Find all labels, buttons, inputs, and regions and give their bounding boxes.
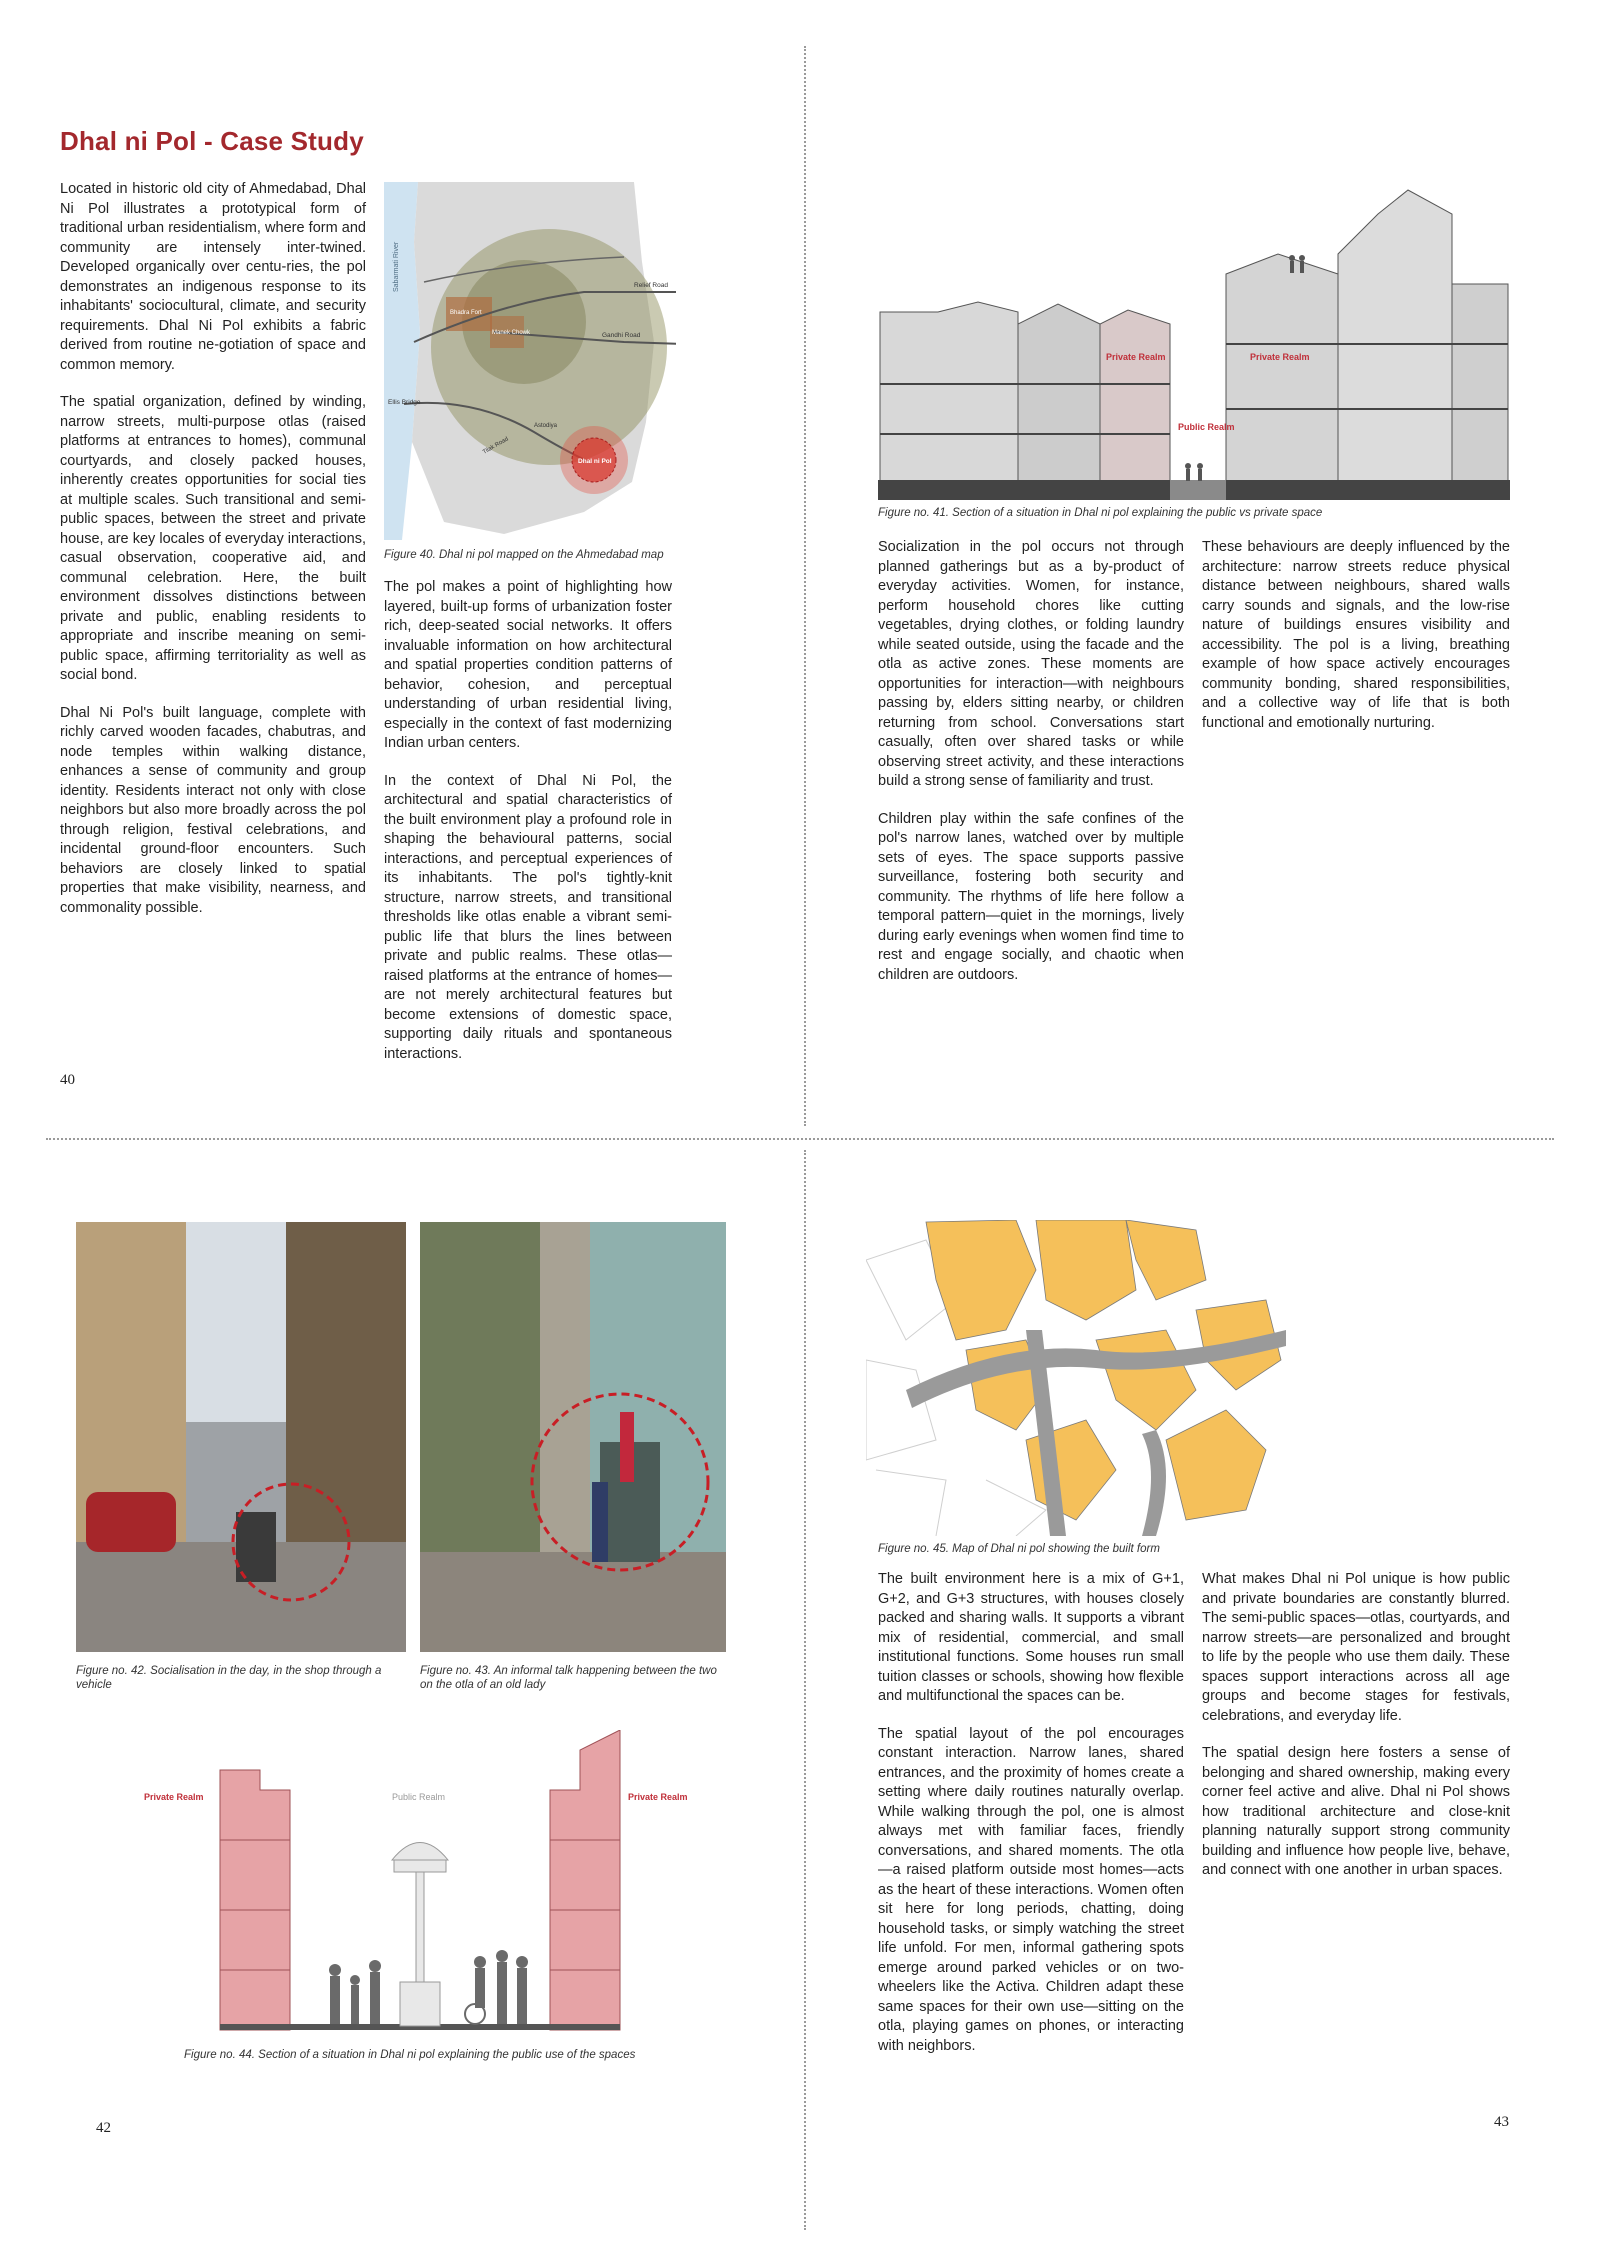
label-public-realm: Public Realm (1178, 422, 1235, 432)
map-label-bridge: Ellis Bridge (388, 399, 421, 406)
figure-44-caption: Figure no. 44. Section of a situation in Dhal ni pol explaining the public use of the spaces (184, 2049, 636, 2061)
page-title: Dhal ni Pol - Case Study (60, 126, 364, 156)
built-form-map-figure-45 (866, 1220, 1286, 1536)
paragraph: Children play within the safe confines of the pol's narrow lanes, watched over by multiple sets of eyes. The space supports passive surveillance, fostering both security and community. The rhythms of life here follow a temporal pattern—quiet in the mornings, lively during early evenings when women find time to rest and engage socially, and chaotic when children are outdoors. (878, 810, 1184, 983)
page41-column-right (1202, 538, 1510, 751)
label-private-realm-1: Private Realm (1106, 352, 1166, 362)
page40-column-left (60, 180, 366, 936)
map-label-tilak: Tilak Road (482, 436, 510, 456)
page-divider-vertical-bottom (804, 1150, 806, 2230)
paragraph: What makes Dhal ni Pol unique is how public and private boundaries are constantly blurred. The semi-public spaces—otlas, courtyards, and narrow streets—are personalized and brought to life by the people who use them daily. These spaces support interactions across all age groups and become stages for festivals, celebrations, and everyday life. (1202, 1571, 1510, 1724)
section-drawing-figure-41 (878, 184, 1510, 500)
paragraph: The spatial layout of the pol encourages constant interaction. Narrow lanes, shared entrances, and the proximity of homes create a setting where daily routines naturally overlap. While walking through the pol, one is almost always met with familiar faces, friendly conversations, and shared moments. The otla—a raised platform outside most homes—acts as the heart of these interactions. Women often sit here for long periods, chatting, doing household tasks, or simply watching the street life unfold. For men, informal gathering spots emerge around parked vehicles or on two-wheelers like the Activa. Children adapt these same spaces for their own use—sitting on the otla, playing games on phones, or interacting with neighbors. (878, 1725, 1184, 2054)
label-public-realm: Public Realm (392, 1792, 446, 1802)
figure-40-caption: Figure 40. Dhal ni pol mapped on the Ahmedabad map (384, 549, 664, 561)
paragraph: In the context of Dhal Ni Pol, the architectural and spatial characteristics of the built environment play a profound role in shaping the behavioural patterns, social interactions, and perceptual experiences of its inhabitants. The pol's tightly-knit structure, narrow streets, and transitional thresholds like otlas enable a vibrant semi-public life that blurs the lines between private and public realms. These otlas—raised platforms at the entrance of homes—are not merely architectural features but become extensions of domestic space, supporting daily rituals and spontaneous interactions. (384, 772, 672, 1062)
map-label-bhadra: Bhadra Fort (450, 310, 482, 316)
paragraph: The pol makes a point of highlighting how layered, built-up forms of urbanization foster rich, deep-seated social networks. It offers invaluable information on how architectural and spatial properties condition patterns of behavior, cohesion, and perceptual understanding of urban residential living, especially in the context of fast modernizing Indian urban centers. (384, 579, 672, 751)
map-label-manek: Manek Chowk (492, 330, 531, 336)
map-label-gandhi-road: Gandhi Road (602, 332, 641, 339)
paragraph: These behaviours are deeply influenced by the architecture: narrow streets reduce physical distance between neighbours, shared walls carry sounds and signals, and the low-rise nature of buildings ensures visibility and accessibility. The pol is a living, breathing example of how space actively encourages community bonding, shared responsibilities, and a collective way of life that is both functional and emotionally nurturing. (1202, 539, 1510, 731)
map-label-pol: Dhal ni Pol (578, 458, 612, 465)
page-number: 43 (1494, 2114, 1509, 2130)
paragraph: The built environment here is a mix of G+1, G+2, and G+3 structures, with houses closely packed and sharing walls. It supports a vibrant mix of residential, commercial, and small institutional functions. Some houses run small tuition classes or schools, showing how flexible and multifunctional the spaces can be. (878, 1571, 1184, 1704)
label-private-realm-right: Private Realm (628, 1792, 688, 1802)
page-divider-horizontal (46, 1138, 1554, 1140)
page-number: 42 (96, 2120, 111, 2136)
figure-43-caption: Figure no. 43. An informal talk happening between the two on the otla of an old lady (420, 1665, 717, 1691)
paragraph: Socialization in the pol occurs not through planned gatherings but as a by-product of everyday activities. Women, for instance, perform household chores like cutting vegetables, drying clothes, or folding laundry while seated outside, using the facade and the otla as active zones. These moments are opportunities for interaction—with neighbours passing by, elders sitting nearby, or children returning from school. Conversations start casually, often over shared tasks or while observing street activity, and these interactions build a strong sense of familiarity and trust. (878, 539, 1184, 789)
page41-column-left (878, 538, 1184, 1003)
paragraph: Located in historic old city of Ahmedabad, Dhal Ni Pol illustrates a prototypical form of traditional urban residentialism, where form and community are intensely inter-twined. Developed organically over centu-ries, the pol demonstrates an indigenous response to its inhabitants' sociocultural, climate, and security requirements. Dhal Ni Pol exhibits a fabric derived from routine ne-gotiation of space and common memory. (60, 181, 366, 373)
label-private-realm-2: Private Realm (1250, 352, 1310, 362)
label-private-realm-left: Private Realm (144, 1792, 204, 1802)
page43-column-left (878, 1570, 1184, 2074)
photo-socialisation-shop (76, 1222, 406, 1652)
paragraph: The spatial design here fosters a sense of belonging and shared ownership, making every corner feel active and alive. Dhal ni Pol shows how traditional architecture and close-knit planning naturally support strong community building and influence how people live, behave, and connect with one another in urban spaces. (1202, 1745, 1510, 1878)
figure-41-caption: Figure no. 41. Section of a situation in Dhal ni pol explaining the public vs private space (878, 507, 1323, 519)
map-label-river: Sabarmati River (393, 241, 400, 292)
map-label-relief-road: Relief Road (634, 282, 668, 289)
page43-column-right (1202, 1570, 1510, 1899)
paragraph: Dhal Ni Pol's built language, complete with richly carved wooden facades, chabutras, and node temples within walking distance, enhances a sense of community and group identity. Residents interact not only with close neighbors but also more broadly across the pol through religion, festival celebrations, and incidental ground-floor encounters. Such behaviors are closely linked to spatial properties that make visibility, nearness, and commonality possible. (60, 704, 366, 916)
ahmedabad-map-figure (384, 182, 676, 540)
paragraph: The spatial organization, defined by winding, narrow streets, multi-purpose otlas (raised platforms at entrances to homes), communal courtyards, and closely packed houses, inherently creates opportunities for social ties at multiple scales. Such transitional and semi-public spaces, between the street and private house, are key locales of everyday interactions, casual observation, cooperative aid, and communal celebration. Here, the built environment dissolves distinctions between private and public, enabling residents to appropriate and inscribe meaning on semi-public space, affirming territoriality as well as social bond. (60, 394, 366, 683)
section-drawing-figure-44 (130, 1730, 710, 2040)
figure-42-caption: Figure no. 42. Socialisation in the day, in the shop through a vehicle (76, 1665, 382, 1691)
page40-column-right (384, 578, 672, 1082)
map-label-astodiya: Astodiya (534, 423, 558, 429)
photo-informal-talk-otla (420, 1222, 726, 1652)
page-number: 40 (60, 1072, 75, 1088)
page-divider-vertical-top (804, 46, 806, 1126)
figure-45-caption: Figure no. 45. Map of Dhal ni pol showing the built form (878, 1543, 1160, 1555)
